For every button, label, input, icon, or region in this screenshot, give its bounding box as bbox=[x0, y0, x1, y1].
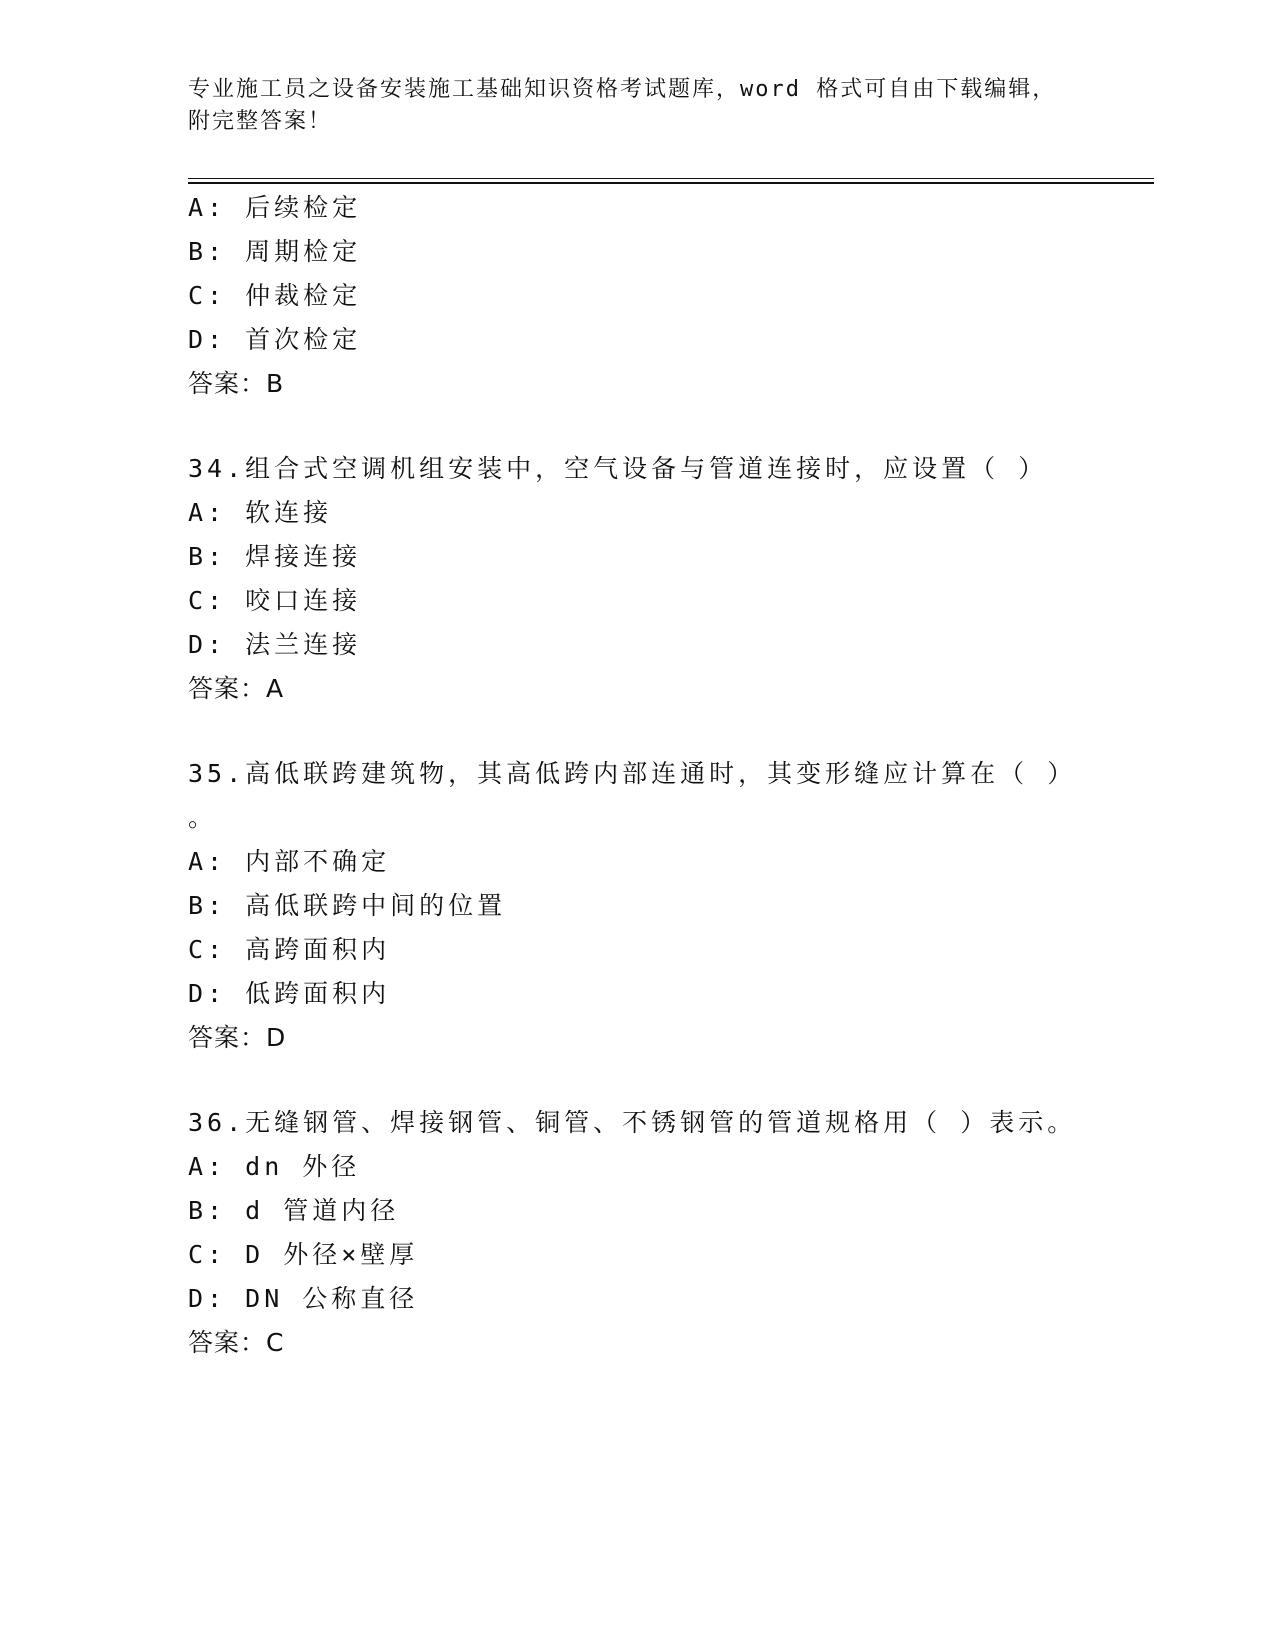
q35-option-c: C: 高跨面积内 bbox=[188, 935, 391, 964]
q34-option-d: D: 法兰连接 bbox=[188, 630, 362, 659]
header-divider-thin bbox=[188, 178, 1154, 179]
q34-stem: 34.组合式空调机组安装中，空气设备与管道连接时，应设置（ ） bbox=[188, 454, 1048, 483]
q36-option-c: C: D 外径×壁厚 bbox=[188, 1240, 419, 1269]
header-divider-thick bbox=[188, 182, 1154, 184]
q33-option-d: D: 首次检定 bbox=[188, 325, 362, 354]
q34-option-b: B: 焊接连接 bbox=[188, 542, 362, 571]
q35-stem-continuation: 。 bbox=[188, 803, 218, 832]
q35-stem: 35.高低联跨建筑物，其高低跨内部连通时，其变形缝应计算在（ ） bbox=[188, 759, 1077, 788]
q35-option-d: D: 低跨面积内 bbox=[188, 979, 391, 1008]
q34-option-c: C: 咬口连接 bbox=[188, 586, 362, 615]
q35-option-b: B: 高低联跨中间的位置 bbox=[188, 891, 507, 920]
q33-answer: 答案：B bbox=[188, 369, 285, 398]
q36-option-a: A: dn 外径 bbox=[188, 1152, 361, 1181]
q33-option-c: C: 仲裁检定 bbox=[188, 281, 362, 310]
q35-option-a: A: 内部不确定 bbox=[188, 847, 391, 876]
q34-option-a: A: 软连接 bbox=[188, 498, 333, 527]
q33-option-b: B: 周期检定 bbox=[188, 237, 362, 266]
q33-option-a: A: 后续检定 bbox=[188, 193, 362, 222]
q35-answer: 答案：D bbox=[188, 1023, 287, 1052]
q36-option-d: D: DN 公称直径 bbox=[188, 1284, 419, 1313]
q36-option-b: B: d 管道内径 bbox=[188, 1196, 400, 1225]
q36-answer: 答案：C bbox=[188, 1328, 285, 1357]
document-header: 专业施工员之设备安装施工基础知识资格考试题库，word 格式可自由下载编辑， 附完整答案！ bbox=[188, 77, 1057, 134]
q34-answer: 答案：A bbox=[188, 674, 285, 703]
q36-stem: 36.无缝钢管、焊接钢管、铜管、不锈钢管的管道规格用（ ）表示。 bbox=[188, 1108, 1077, 1137]
